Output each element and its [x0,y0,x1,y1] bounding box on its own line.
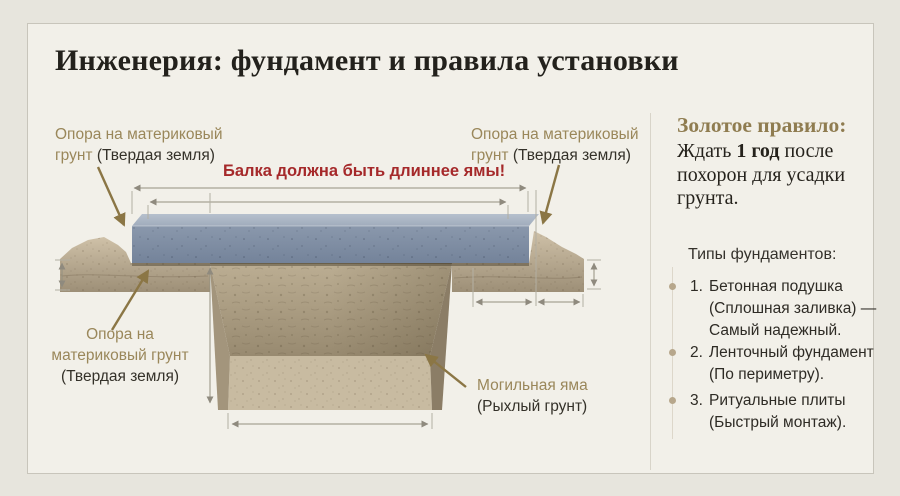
item-line: Ленточный фундамент [709,344,874,361]
item-line: Бетонная подушка [709,278,843,295]
support-label-subtext: (Твердая земля) [60,368,180,385]
support-label-line: Опора на материковый [471,126,639,143]
grave-pit-label-subtext: (Рыхлый грунт) [477,398,588,415]
foundation-types-heading: Типы фундаментов: [688,246,837,263]
golden-rule-text [677,140,859,211]
foundation-type-item [690,342,874,386]
beam-warning-text: Балка должна быть длиннее ямы! [223,162,506,180]
support-label-top-right [471,124,691,166]
golden-rule-text-part: после похорон для усадки грунта. [677,140,846,209]
support-label-line: Опора на материковый [55,126,223,143]
page-title: Инженерия: фундамент и правила установки [55,44,679,77]
item-number: 3. [690,392,703,409]
item-line: (Быстрый монтаж). [709,414,847,431]
golden-rule-text-bold: 1 год [736,140,780,162]
bullet-dot [669,397,676,404]
support-label-line: Опора на [86,326,154,343]
item-number: 2. [690,344,703,361]
support-label-top-left [55,124,275,166]
panel-divider [650,113,651,470]
golden-rule-heading: Золотое правило: [677,113,847,137]
support-label-line: грунт [471,147,513,164]
grave-pit-label-line: Могильная яма [477,377,588,394]
golden-rule-text-part: Ждать [677,140,737,162]
bullet-dot [669,283,676,290]
support-label-subtext: (Твердая земля) [512,147,631,164]
support-label-bottom-left [40,324,200,387]
support-label-line: материковый грунт [51,347,189,364]
support-label-subtext: (Твердая земля) [96,147,215,164]
item-line: (Сплошная заливка) — [709,300,877,317]
bullet-dot [669,349,676,356]
item-line: Ритуальные плиты [709,392,846,409]
item-line: (По периметру). [709,366,825,383]
grave-pit-label [477,375,647,417]
item-number: 1. [690,278,703,295]
support-label-line: грунт [55,147,97,164]
foundation-type-item [690,276,876,342]
item-line: Самый надежный. [709,322,842,339]
foundation-type-item [690,390,846,434]
